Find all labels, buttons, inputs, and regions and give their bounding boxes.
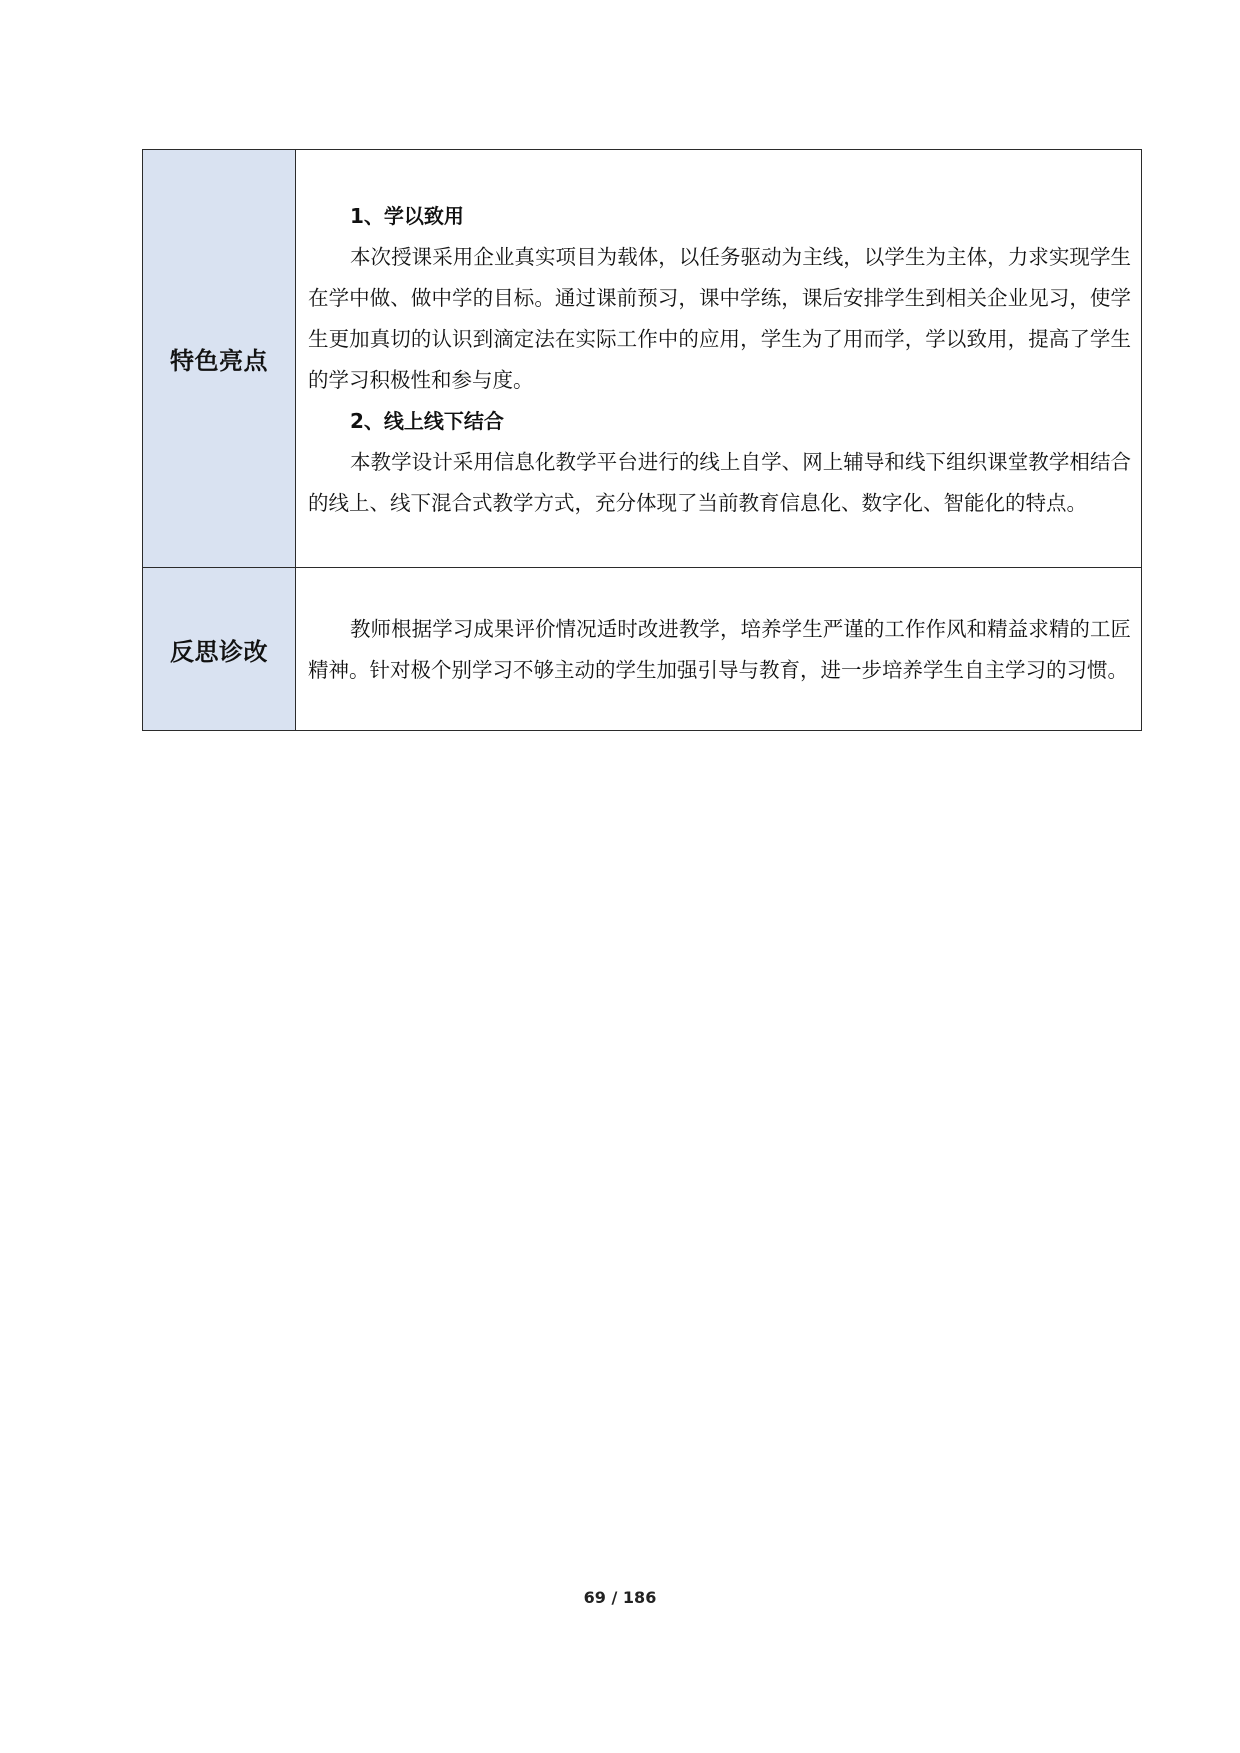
section-heading: 2、线上线下结合 (350, 408, 504, 433)
page-number: 69 / 186 (583, 1588, 657, 1607)
row-label-reflection: 反思诊改 (143, 568, 296, 731)
document-table (142, 149, 1142, 731)
paragraph: 教师根据学习成果评价情况适时改进教学，培养学生严谨的工作作风和精益求精的工匠精神。针对极个别学习不够主动的学生加强引导与教育，进一步培养学生自主学习的习惯。 (308, 617, 1131, 682)
paragraph: 本次授课采用企业真实项目为载体，以任务驱动为主线，以学生为主体，力求实现学生在学中做、做中学的目标。通过课前预习，课中学练，课后安排学生到相关企业见习，使学生更加真切的认识到滴定法在实际工作中的应用，学生为了用而学，学以致用，提高了学生的学习积极性和参与度。 (308, 244, 1131, 392)
section-heading: 1、学以致用 (350, 203, 464, 228)
paragraph: 本教学设计采用信息化教学平台进行的线上自学、网上辅导和线下组织课堂教学相结合的线上、线下混合式教学方式，充分体现了当前教育信息化、数字化、智能化的特点。 (308, 449, 1131, 515)
table-row-features (143, 150, 1142, 568)
row-content-reflection (296, 568, 1142, 731)
table-row-reflection (143, 568, 1142, 731)
row-content-features (296, 150, 1142, 568)
row-label-features: 特色亮点 (143, 150, 296, 568)
